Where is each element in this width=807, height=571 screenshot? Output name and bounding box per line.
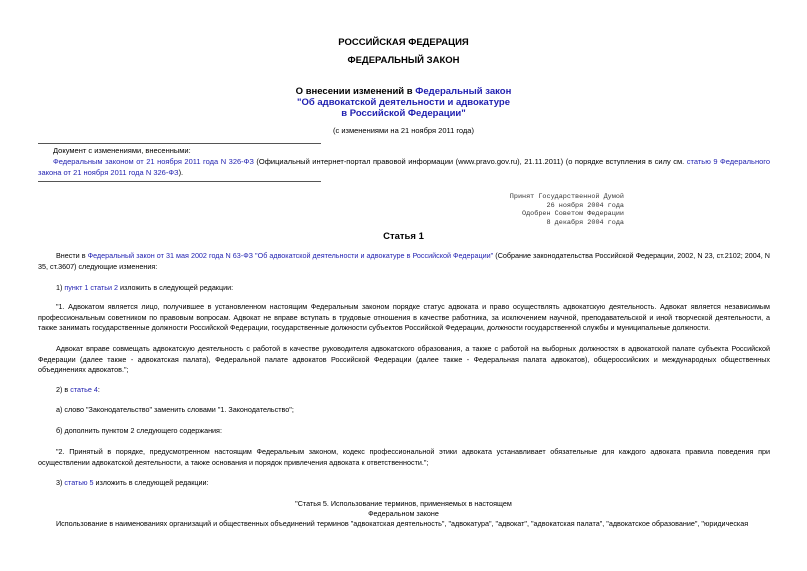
link-law-63[interactable]: Федеральный закон от 31 мая 2002 года N 63-ФЗ "Об адвокатской деятельности и адвокатуре в Российской Федерации" (87, 251, 494, 260)
changes-top-divider (38, 143, 321, 144)
changes-mid-text: (Официальный интернет-портал правовой информации (www.pravo.gov.ru), 21.11.2011) (о порядке вступления в силу см. (253, 157, 687, 166)
item-1 (56, 283, 233, 294)
adoption-council-date: 8 декабря 2004 года (546, 218, 624, 227)
adoption-duma: Принят Государственной Думой (509, 193, 624, 201)
item-2-mid: в (64, 385, 71, 394)
item-3 (56, 478, 209, 489)
adoption-duma-date: 26 ноября 2004 года (546, 201, 624, 210)
item-3-text: изложить в следующей редакции: (93, 478, 209, 487)
adoption-council: Одобрен Советом Федерации (522, 210, 624, 219)
article-5-text: Использование в наименованиях организаций и общественных объединений терминов "адвокатская деятельность", "адвокатура", "адвокат", "адвокатская палата", "адвокатское образование", "юридическая (56, 519, 749, 528)
item-2-num: 2) (56, 385, 65, 394)
link-article-5[interactable]: статью 5 (64, 478, 94, 487)
article-5-title-line-2: Федеральном законе (368, 509, 439, 518)
title-link-line-3[interactable]: в Российской Федерации" (341, 108, 466, 119)
item-2-end: : (97, 385, 100, 394)
title-link-federal-law[interactable]: Федеральный закон (415, 86, 512, 97)
item-1-text: изложить в следующей редакции: (118, 283, 234, 292)
quote-1: "1. Адвокатом является лицо, получившее в установленном настоящим Федеральным законом порядке статус адвоката и право осуществлять адвокатскую деятельность. Адвокат является независимым профессиональным советником по правовым вопросам. Адвокат не вправе вступать в трудовые отношения в качестве работника, за исключением научной, преподавательской и иной творческой деятельности, а также занимать государственные должности Российской Федерации, государственные должности субъектов Российской Федерации, должности государственной службы и муниципальные должности. (38, 302, 770, 333)
title-line-1 (0, 86, 807, 97)
link-article-4[interactable]: статье 4 (70, 385, 98, 394)
adoption-block (470, 193, 624, 227)
quote-3: "2. Принятый в порядке, предусмотренном настоящим Федеральным законом, кодекс профессиональной этики адвоката устанавливает обязательные для каждого адвоката правила поведения при осуществлении адвокатской деятельности, а также основания и порядок привлечения адвоката к ответственности."; (38, 447, 770, 467)
article-1-intro (38, 251, 770, 272)
header-law-type: ФЕДЕРАЛЬНЫЙ ЗАКОН (347, 55, 460, 66)
changes-body (38, 156, 770, 178)
link-point-1-article-2[interactable]: пункт 1 статьи 2 (64, 283, 119, 292)
article-1-title: Статья 1 (383, 231, 424, 242)
title-prefix: О внесении изменений в (295, 86, 416, 97)
item-2b: б) дополнить пунктом 2 следующего содержания: (56, 426, 222, 435)
link-article-9[interactable]: статью 9 Федерального закона от 21 ноября 2011 года N 326-ФЗ (38, 157, 770, 177)
header-country: РОССИЙСКАЯ ФЕДЕРАЦИЯ (338, 37, 469, 48)
item-2 (56, 385, 100, 396)
changes-bottom-divider (38, 181, 321, 182)
item-3-num: 3) (56, 478, 65, 487)
edition-note: (с изменениями на 21 ноября 2011 года) (333, 126, 474, 135)
article-5-title-line-1: "Статья 5. Использование терминов, применяемых в настоящем (295, 499, 512, 508)
quote-2: Адвокат вправе совмещать адвокатскую деятельность с работой в качестве руководителя адвокатского образования, а также с работой на выборных должностях в адвокатской палате субъекта Российской Федерации (далее также - адвокатская палата), Федеральной палате адвокатов Российской Федерации (далее также - Федеральная палата адвокатов), общероссийских и международных общественных объединениях адвокатов."; (38, 344, 770, 375)
changes-end-text: ). (178, 168, 184, 177)
intro-post: (Собрание законодательства Российской Федерации, 2002, N 23, ст.2102; 2004, N 35, ст.3607) следующие изменения: (38, 251, 770, 271)
document-title (0, 86, 807, 119)
intro-pre: Внести в (56, 251, 88, 260)
item-2a: а) слово "Законодательство" заменить словами "1. Законодательство"; (56, 405, 294, 414)
changes-heading: Документ с изменениями, внесенными: (53, 146, 191, 155)
link-law-326[interactable]: Федеральным законом от 21 ноября 2011 года N 326-ФЗ (53, 157, 254, 166)
item-1-num: 1) (56, 283, 65, 292)
title-link-line-2[interactable]: "Об адвокатской деятельности и адвокатуре (297, 97, 510, 108)
